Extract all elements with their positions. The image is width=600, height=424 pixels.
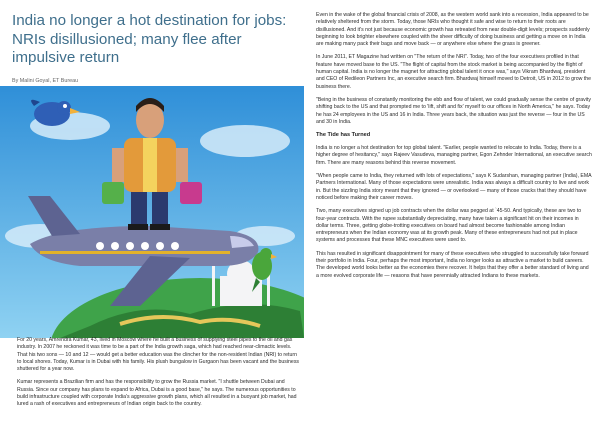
paragraph: In June 2011, ET Magazine had written on "The return of the NRI". Today, two of the four executives profiled in that feature have moved base to the US. "The flight of capital from the stock market is being accompanied by the flight of human capital. India is no longer the magnet for attracting global talent it once was," says Vikram Bhardwaj, president and CEO of Redileon Partners Inc, an executive search firm. Bhardwaj himself moved to Detroit, US in 2012 to grow the business there. — [316, 54, 592, 90]
right-column — [316, 12, 592, 286]
paragraph: India is no longer a hot destination for top global talent. "Earlier, people wanted to relocate to India. Today, there is a higher degree of hesitancy," says Rajeev Vasudeva, managing partner, Egon Zehnder International, an executive search firm. There are many reasons behind this reverse movement. — [316, 145, 592, 166]
paragraph: "When people came to India, they returned with lots of expectations," says K Sudarshan, managing partner (India), EMA Partners International. Many of those expectations were unrealistic. India was always a difficult country to live and work in. But the sizzling India story meant that they ignored — or overlooked — many of those cracks that they should have noticed before making their career moves. — [316, 173, 592, 201]
paragraph: Even in the wake of the global financial crisis of 2008, as the western world sank into a recession, India appeared to be relatively sheltered from the storm. Today, those NRIs who thought it safe and wise to return to their roots are disillusioned. And it's not just because economic growth has retreated from near double-digit levels; prospects suddenly beginning to look brighter elsewhere coupled with the sheer difficulty of doing business and getting a move on in India are making many pack their bags and move back — or anywhere else where the grass is greener. — [316, 12, 590, 48]
left-column — [12, 12, 304, 84]
paragraph: "Being in the business of constantly monitoring the ebb and flow of talent, we could gradually sense the centre of gravity shifting back to the US and that prompted me to 'lift, shift and fix' myself to our offices in North America," he says. Today he has 24 employees in the US and 16 in India. Three years back, the situation was just the reverse — four in the US and 30 in India. — [316, 96, 591, 125]
article-byline: By Malini Goyal, ET Bureau — [12, 77, 79, 84]
article-headline: India no longer a hot destination for jobs: NRIs disillusioned; many flee after impulsive return — [12, 12, 287, 66]
paragraph: Two, many executives signed up job contracts when the dollar was pegged at `45-50. And typically, these are two to four-year contracts. With the rupee substantially depreciating, many have taken a significant hit on their incomes in dollar terms. Three, getting globe-trotting executives on board had almost become fashionable among Indian entrepreneurs when the Indian economy was at its growth peak. Many of these entrepreneurs had not put in place systems and processes that these MNC executives were used to. — [316, 208, 582, 244]
paragraph: For 20 years, Amrendra Kumar, 43, lived in Moscow where he built a business of supplying steel pipes to the oil and gas industry. In 2007 he reckoned it was time to be a part of the India growth saga, which had reached near-climactic levels. That his two sons — 10 and 12 — would get a better education was the clincher for the non-resident Indian (NRI) to return to local shores. Today, Kumar is in Dubai with his family. His plush bungalow in Gurgaon has been vacant and the business shuttered for a year now. — [17, 337, 300, 373]
paragraph: This has resulted in significant disappointment for many of these executives who struggled to successfully take forward their portfolio in India. Four, perhaps the most important, India no longer looks as attractive a market to build careers. The developed world looks better as the economies there recover. It helps that they offer a better standard of living and a more evolved corporate life — reasons that have perennially attracted Indians to these markets. — [316, 250, 589, 279]
section-heading: The Tide has Turned — [316, 132, 371, 139]
left-text-block — [17, 337, 300, 415]
paragraph: Kumar represents a Brazilian firm and has the responsibility to grow the Russia market. "I shuttle between Dubai and Russia. Since our company has plans to expand to Africa, Dubai is a good base," he says. The numerous opportunities to build infrastructure coupled with corporate India's aggressive growth plans, which all resulted in a buoyant job market, had lured a rash of executives and entrepreneurs of Indian origin back to the country. — [17, 379, 297, 408]
article-illustration — [0, 86, 304, 338]
